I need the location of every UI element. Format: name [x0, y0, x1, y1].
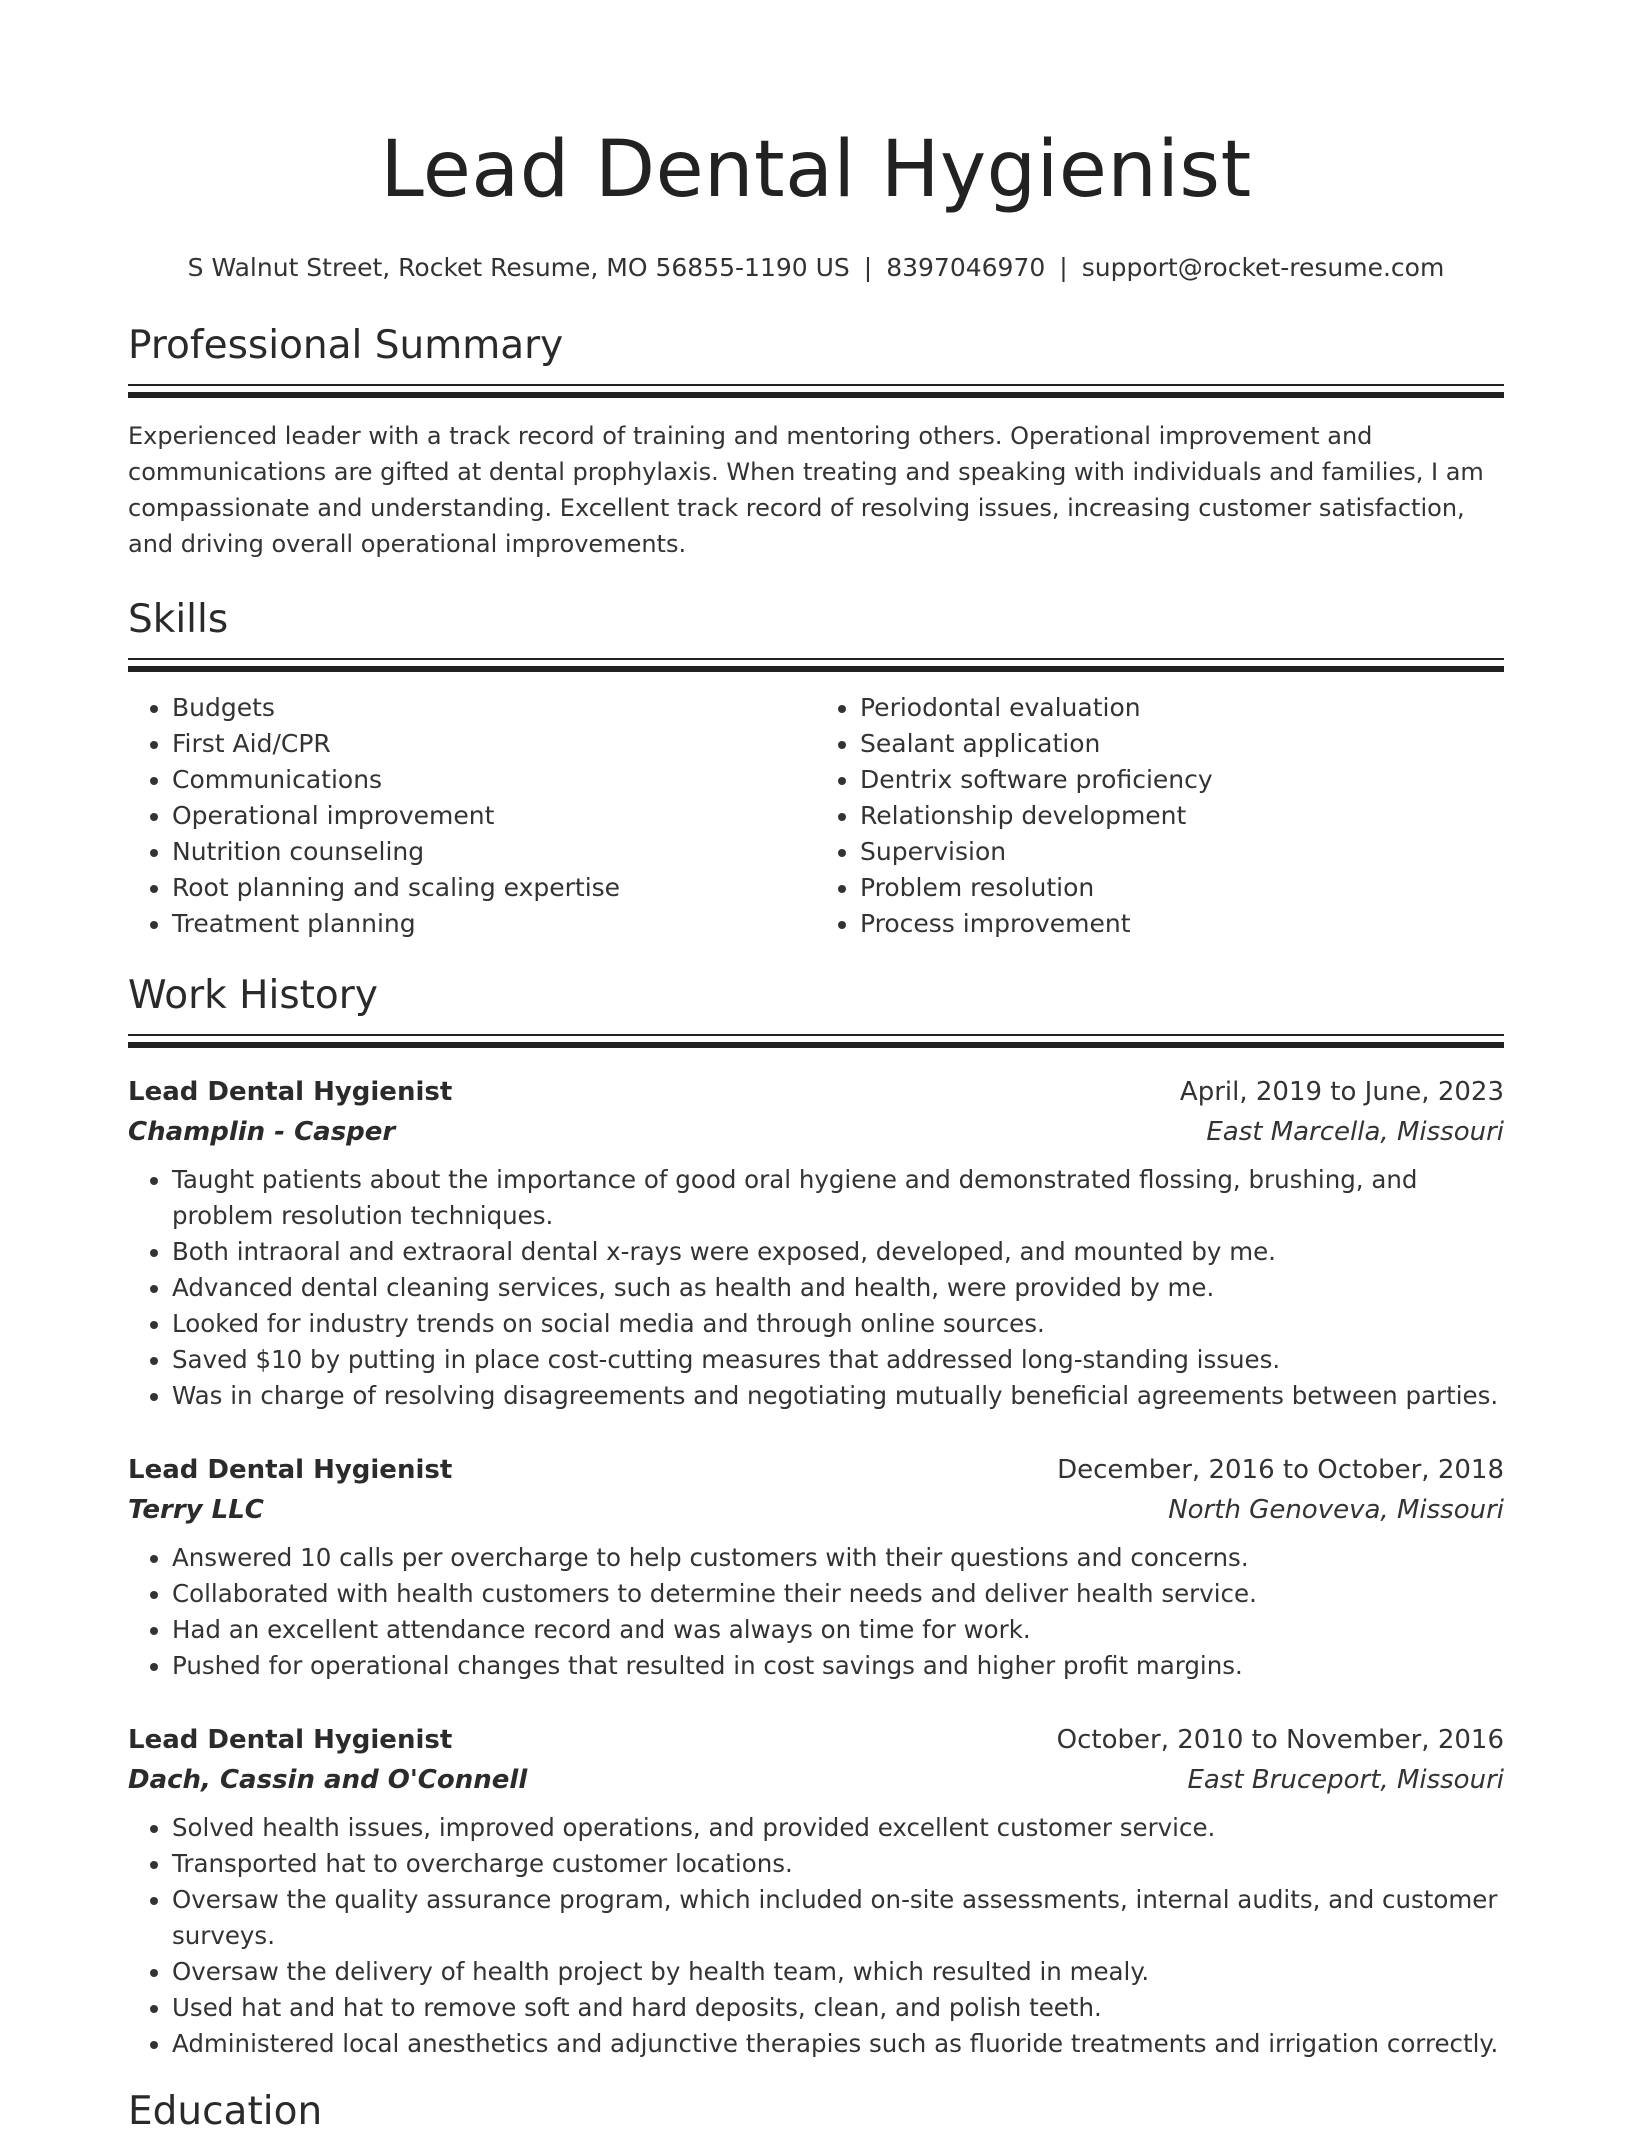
contact-separator: | [1059, 253, 1068, 282]
job-company: Dach, Cassin and O'Connell [128, 1765, 528, 1795]
skill-item: • Sealant application [860, 726, 1504, 762]
resume-page [128, 0, 1504, 2136]
job-title: Lead Dental Hygienist [128, 1077, 453, 1107]
job-bullet: • Collaborated with health customers to determine their needs and deliver health service. [172, 1576, 1504, 1612]
job-company: Terry LLC [128, 1495, 264, 1525]
job-bullet: • Used hat and hat to remove soft and hard deposits, clean, and polish teeth. [172, 1990, 1504, 2026]
job-location: East Marcella, Missouri [1206, 1117, 1504, 1147]
skill-item: • Root planning and scaling expertise [172, 870, 816, 906]
job-entry [128, 1072, 1504, 1414]
skills-column-left [128, 690, 816, 942]
job-bullet: • Solved health issues, improved operations, and provided excellent customer service. [172, 1810, 1504, 1846]
section-summary [128, 322, 1504, 562]
job-bullet: • Oversaw the delivery of health project by health team, which resulted in mealy. [172, 1954, 1504, 1990]
skill-item: • Relationship development [860, 798, 1504, 834]
contact-address: S Walnut Street, Rocket Resume, MO 56855-1190 US [187, 253, 850, 282]
job-bullet: • Was in charge of resolving disagreements and negotiating mutually beneficial agreements between parties. [172, 1378, 1504, 1414]
skill-item: • Periodontal evaluation [860, 690, 1504, 726]
skill-item: • Dentrix software proficiency [860, 762, 1504, 798]
skill-item: • Problem resolution [860, 870, 1504, 906]
section-title-education: Education [128, 2089, 323, 2134]
job-bullet: • Advanced dental cleaning services, such as health and health, were provided by me. [172, 1270, 1504, 1306]
job-bullet: • Both intraoral and extraoral dental x-rays were exposed, developed, and mounted by me. [172, 1234, 1504, 1270]
job-bullet: • Oversaw the quality assurance program, which included on-site assessments, internal audits, and customer surveys. [172, 1882, 1504, 1954]
section-education [128, 2088, 1504, 2136]
section-title-skills: Skills [128, 597, 229, 642]
section-divider [128, 384, 1504, 400]
section-divider [128, 658, 1504, 674]
job-bullet: • Had an excellent attendance record and was always on time for work. [172, 1612, 1504, 1648]
section-skills [128, 596, 1504, 942]
summary-text: Experienced leader with a track record of training and mentoring others. Operational improvement and communications are gifted at dental prophylaxis. When treating and speaking with individuals and families, I am compassionate and understanding. Excellent track record of resolving issues, increasing customer satisfaction, and driving overall operational improvements. [128, 422, 1484, 558]
skills-column-right [816, 690, 1504, 942]
section-divider [128, 1034, 1504, 1050]
skill-item: • First Aid/CPR [172, 726, 816, 762]
skill-item: • Communications [172, 762, 816, 798]
job-bullet: • Saved $10 by putting in place cost-cutting measures that addressed long-standing issues. [172, 1342, 1504, 1378]
skill-item: • Treatment planning [172, 906, 816, 942]
job-bullets [128, 1810, 1504, 2062]
job-dates: April, 2019 to June, 2023 [1179, 1077, 1504, 1107]
contact-email: support@rocket-resume.com [1081, 253, 1445, 282]
skills-list [128, 690, 1504, 942]
contact-phone: 8397046970 [886, 253, 1046, 282]
job-bullet: • Pushed for operational changes that resulted in cost savings and higher profit margins. [172, 1648, 1504, 1684]
job-company: Champlin - Casper [128, 1117, 396, 1147]
skill-item: • Budgets [172, 690, 816, 726]
skill-item: • Nutrition counseling [172, 834, 816, 870]
job-bullet: • Taught patients about the importance of good oral hygiene and demonstrated flossing, brushing, and problem resolution techniques. [172, 1162, 1504, 1234]
job-bullet: • Transported hat to overcharge customer locations. [172, 1846, 1504, 1882]
job-title: Lead Dental Hygienist [128, 1455, 453, 1485]
job-dates: October, 2010 to November, 2016 [1056, 1725, 1504, 1755]
contact-separator: | [863, 253, 873, 282]
section-title-summary: Professional Summary [128, 323, 564, 368]
section-work-history [128, 972, 1504, 2062]
skill-item: • Operational improvement [172, 798, 816, 834]
skill-item: • Process improvement [860, 906, 1504, 942]
job-dates: December, 2016 to October, 2018 [1057, 1455, 1504, 1485]
job-bullet: • Answered 10 calls per overcharge to help customers with their questions and concerns. [172, 1540, 1504, 1576]
job-bullets [128, 1162, 1504, 1414]
job-bullets [128, 1540, 1504, 1684]
job-bullet: • Administered local anesthetics and adjunctive therapies such as fluoride treatments and irrigation correctly. [172, 2026, 1504, 2062]
job-bullet: • Looked for industry trends on social media and through online sources. [172, 1306, 1504, 1342]
job-location: East Bruceport, Missouri [1187, 1765, 1504, 1795]
skill-item: • Supervision [860, 834, 1504, 870]
section-title-work-history: Work History [128, 973, 378, 1018]
job-location: North Genoveva, Missouri [1168, 1495, 1504, 1525]
resume-name: Lead Dental Hygienist [380, 125, 1252, 215]
job-entry [128, 1450, 1504, 1684]
job-entry [128, 1720, 1504, 2062]
job-title: Lead Dental Hygienist [128, 1725, 453, 1755]
contact-line [128, 252, 1504, 284]
